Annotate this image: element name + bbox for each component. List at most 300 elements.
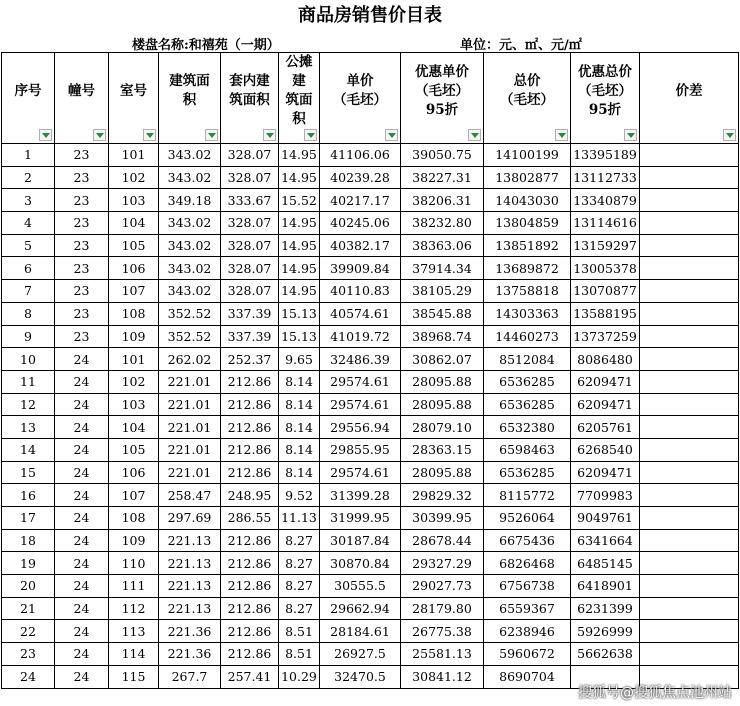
table-cell: 8115772: [484, 484, 571, 507]
table-cell: [640, 166, 739, 189]
table-cell: 30555.5: [320, 575, 401, 598]
table-cell: 14.95: [279, 212, 320, 235]
table-cell: 38206.31: [401, 189, 484, 212]
table-row: [2, 257, 739, 280]
table-cell: 13070877: [571, 280, 640, 303]
table-cell: 6826468: [484, 552, 571, 575]
table-cell: 28095.88: [401, 370, 484, 393]
table-cell: 6268540: [571, 438, 640, 461]
table-cell: 23: [55, 144, 109, 167]
table-cell: 40239.28: [320, 166, 401, 189]
table-row: [2, 484, 739, 507]
table-cell: 212.86: [221, 393, 279, 416]
table-cell: 212.86: [221, 416, 279, 439]
table-cell: 248.95: [221, 484, 279, 507]
page-title: 商品房销售价目表: [298, 5, 442, 26]
table-cell: 352.52: [159, 325, 221, 348]
table-cell: 30841.12: [401, 665, 484, 688]
header-text: 套内建: [229, 73, 270, 89]
header-text: 幢号: [68, 82, 95, 99]
table-cell: 9: [2, 325, 55, 348]
table-cell: 13804859: [484, 212, 571, 235]
table-cell: [640, 370, 739, 393]
header-text: （毛坯）: [578, 82, 632, 99]
table-cell: 8.14: [279, 370, 320, 393]
table-cell: [640, 302, 739, 325]
table-cell: 29855.95: [320, 438, 401, 461]
filter-dropdown-icon[interactable]: [555, 129, 568, 141]
table-cell: 5926999: [571, 620, 640, 643]
table-body: [2, 144, 739, 689]
table-cell: 9049761: [571, 507, 640, 530]
table-cell: 14.95: [279, 166, 320, 189]
table-cell: 8.14: [279, 416, 320, 439]
table-cell: 212.86: [221, 370, 279, 393]
table-cell: 24: [55, 665, 109, 688]
table-cell: 5: [2, 234, 55, 257]
table-cell: 6536285: [484, 461, 571, 484]
table-cell: [640, 438, 739, 461]
table-cell: [640, 393, 739, 416]
table-row: [2, 189, 739, 212]
table-cell: 29574.61: [320, 370, 401, 393]
table-cell: 32470.5: [320, 665, 401, 688]
table-cell: 23: [55, 280, 109, 303]
table-cell: 333.67: [221, 189, 279, 212]
table-cell: 8.51: [279, 643, 320, 666]
table-row: [2, 552, 739, 575]
table-cell: 28678.44: [401, 529, 484, 552]
filter-dropdown-icon[interactable]: [39, 129, 52, 141]
filter-dropdown-icon[interactable]: [93, 129, 106, 141]
table-cell: 267.7: [159, 665, 221, 688]
column-header-label: [401, 63, 483, 134]
header-text: 总价: [513, 73, 541, 89]
table-cell: 41019.72: [320, 325, 401, 348]
table-cell: 105: [109, 438, 159, 461]
column-header-label: [159, 72, 220, 124]
table-cell: 13851892: [484, 234, 571, 257]
table-cell: 9.65: [279, 348, 320, 371]
filter-dropdown-icon[interactable]: [468, 129, 481, 141]
table-cell: 24: [55, 484, 109, 507]
header-text: （毛坯）: [333, 92, 387, 108]
table-cell: 30399.95: [401, 507, 484, 530]
table-cell: 106: [109, 257, 159, 280]
table-cell: 262.02: [159, 348, 221, 371]
table-cell: 352.52: [159, 302, 221, 325]
table-cell: 38232.80: [401, 212, 484, 235]
column-header: [109, 53, 159, 144]
table-cell: [640, 189, 739, 212]
project-name: 楼盘名称:和禧苑（一期）: [132, 38, 280, 53]
header-text: （毛坯）: [500, 92, 554, 108]
table-cell: 109: [109, 325, 159, 348]
table-cell: [640, 597, 739, 620]
table-cell: 6418901: [571, 575, 640, 598]
header-text: 单价: [346, 73, 374, 89]
table-row: [2, 643, 739, 666]
table-cell: 38545.88: [401, 302, 484, 325]
table-cell: 24: [55, 438, 109, 461]
table-row: [2, 416, 739, 439]
table-cell: 24: [55, 461, 109, 484]
table-cell: 2: [2, 166, 55, 189]
filter-dropdown-icon[interactable]: [304, 129, 317, 141]
table-cell: 24: [55, 552, 109, 575]
table-row: [2, 234, 739, 257]
table-cell: 105: [109, 234, 159, 257]
table-cell: 212.86: [221, 438, 279, 461]
filter-dropdown-icon[interactable]: [385, 129, 398, 141]
table-cell: 14.95: [279, 280, 320, 303]
table-cell: 107: [109, 280, 159, 303]
table-cell: 6209471: [571, 461, 640, 484]
table-cell: 13802877: [484, 166, 571, 189]
table-cell: 6536285: [484, 370, 571, 393]
table-cell: 14100199: [484, 144, 571, 167]
table-cell: 24: [55, 416, 109, 439]
table-cell: 25581.13: [401, 643, 484, 666]
table-cell: 13737259: [571, 325, 640, 348]
table-cell: 6238946: [484, 620, 571, 643]
table-cell: 40110.83: [320, 280, 401, 303]
table-cell: 343.02: [159, 234, 221, 257]
table-cell: 328.07: [221, 234, 279, 257]
table-row: [2, 325, 739, 348]
table-cell: 297.69: [159, 507, 221, 530]
filter-dropdown-icon[interactable]: [263, 129, 276, 141]
table-cell: 8.14: [279, 438, 320, 461]
table-cell: 343.02: [159, 212, 221, 235]
table-cell: 39909.84: [320, 257, 401, 280]
table-cell: 31999.95: [320, 507, 401, 530]
table-cell: 328.07: [221, 212, 279, 235]
table-cell: [640, 257, 739, 280]
table-cell: 28184.61: [320, 620, 401, 643]
table-cell: 103: [109, 189, 159, 212]
table-cell: 221.01: [159, 416, 221, 439]
table-cell: 23: [55, 302, 109, 325]
filter-dropdown-icon[interactable]: [624, 129, 637, 141]
table-cell: 104: [109, 212, 159, 235]
column-header-label: [640, 82, 738, 115]
table-cell: 14.95: [279, 234, 320, 257]
table-cell: 115: [109, 665, 159, 688]
column-header: [320, 53, 401, 144]
table-cell: 28363.15: [401, 438, 484, 461]
table-cell: 38968.74: [401, 325, 484, 348]
filter-dropdown-icon[interactable]: [723, 129, 736, 141]
table-cell: 328.07: [221, 166, 279, 189]
table-cell: 104: [109, 416, 159, 439]
table-cell: 32486.39: [320, 348, 401, 371]
table-cell: 257.41: [221, 665, 279, 688]
header-text: 积: [182, 92, 197, 108]
table-cell: 40382.17: [320, 234, 401, 257]
table-cell: 221.01: [159, 461, 221, 484]
table-cell: 337.39: [221, 302, 279, 325]
table-cell: 13588195: [571, 302, 640, 325]
table-cell: 14303363: [484, 302, 571, 325]
table-cell: 24: [55, 393, 109, 416]
table-cell: 221.13: [159, 552, 221, 575]
table-cell: 24: [55, 597, 109, 620]
table-cell: 24: [55, 620, 109, 643]
table-cell: 337.39: [221, 325, 279, 348]
table-cell: 24: [55, 575, 109, 598]
table-cell: 221.01: [159, 393, 221, 416]
table-cell: 13689872: [484, 257, 571, 280]
table-row: [2, 212, 739, 235]
header-text: 筑面积: [229, 92, 270, 108]
table-cell: 221.01: [159, 438, 221, 461]
table-cell: 8690704: [484, 665, 571, 688]
filter-dropdown-icon[interactable]: [143, 129, 156, 141]
header-text: 建: [292, 73, 306, 89]
column-header: [279, 53, 320, 144]
watermark: 搜狐号@搜狐焦点池州站: [578, 685, 732, 701]
table-cell: [640, 484, 739, 507]
table-cell: 28179.80: [401, 597, 484, 620]
table-cell: [640, 280, 739, 303]
header-text: 建筑面: [169, 73, 210, 89]
table-cell: 28095.88: [401, 393, 484, 416]
table-cell: 343.02: [159, 280, 221, 303]
table-cell: 3: [2, 189, 55, 212]
table-cell: 10.29: [279, 665, 320, 688]
column-header-label: [484, 72, 570, 124]
table-cell: 30862.07: [401, 348, 484, 371]
table-cell: 41106.06: [320, 144, 401, 167]
table-cell: 24: [55, 370, 109, 393]
table-cell: 8512084: [484, 348, 571, 371]
table-cell: 8086480: [571, 348, 640, 371]
table-cell: 23: [55, 189, 109, 212]
table-cell: 16: [2, 484, 55, 507]
table-cell: 23: [55, 234, 109, 257]
table-cell: 29556.94: [320, 416, 401, 439]
column-header: [640, 53, 739, 144]
table-cell: [640, 325, 739, 348]
table-cell: 18: [2, 529, 55, 552]
table-cell: 108: [109, 507, 159, 530]
table-cell: 6: [2, 257, 55, 280]
table-cell: 6559367: [484, 597, 571, 620]
table-cell: 14460273: [484, 325, 571, 348]
table-cell: 212.86: [221, 597, 279, 620]
table-cell: 31399.28: [320, 484, 401, 507]
table-row: [2, 438, 739, 461]
table-cell: 221.13: [159, 575, 221, 598]
table-cell: 14: [2, 438, 55, 461]
table-cell: 20: [2, 575, 55, 598]
table-cell: 23: [55, 325, 109, 348]
table-cell: 23: [55, 257, 109, 280]
table-cell: 24: [55, 529, 109, 552]
table-cell: 221.13: [159, 529, 221, 552]
header-text: 筑面: [285, 92, 313, 108]
header-text: 积: [292, 111, 306, 127]
table-cell: 102: [109, 166, 159, 189]
price-table: [1, 52, 739, 689]
table-cell: 6536285: [484, 393, 571, 416]
table-row: [2, 597, 739, 620]
table-cell: 212.86: [221, 620, 279, 643]
table-cell: 8.51: [279, 620, 320, 643]
table-row: [2, 370, 739, 393]
table-cell: 13159297: [571, 234, 640, 257]
table-cell: 14043030: [484, 189, 571, 212]
header-text: 优惠单价: [415, 63, 469, 80]
table-cell: 328.07: [221, 144, 279, 167]
table-cell: 29829.32: [401, 484, 484, 507]
table-cell: 15.13: [279, 302, 320, 325]
table-row: [2, 348, 739, 371]
table-cell: 19: [2, 552, 55, 575]
column-header-label: [571, 63, 639, 134]
table-cell: 29662.94: [320, 597, 401, 620]
table-cell: 15.13: [279, 325, 320, 348]
table-cell: 8.14: [279, 393, 320, 416]
table-cell: 11: [2, 370, 55, 393]
table-cell: 8.27: [279, 575, 320, 598]
table-row: [2, 144, 739, 167]
table-cell: 212.86: [221, 643, 279, 666]
table-cell: 103: [109, 393, 159, 416]
table-row: [2, 280, 739, 303]
table-cell: 11.13: [279, 507, 320, 530]
table-cell: 5960672: [484, 643, 571, 666]
table-cell: 107: [109, 484, 159, 507]
table-cell: 30870.84: [320, 552, 401, 575]
table-cell: 9.52: [279, 484, 320, 507]
table-cell: 343.02: [159, 166, 221, 189]
table-cell: 38105.29: [401, 280, 484, 303]
table-cell: [640, 234, 739, 257]
table-cell: 29027.73: [401, 575, 484, 598]
table-cell: 114: [109, 643, 159, 666]
table-cell: 6756738: [484, 575, 571, 598]
column-header: [484, 53, 571, 144]
table-cell: 24: [55, 348, 109, 371]
table-cell: 6231399: [571, 597, 640, 620]
column-header-label: [109, 82, 158, 115]
table-cell: [640, 575, 739, 598]
table-cell: 12: [2, 393, 55, 416]
table-cell: 101: [109, 144, 159, 167]
table-cell: 39050.75: [401, 144, 484, 167]
table-cell: 328.07: [221, 257, 279, 280]
table-cell: 23: [55, 212, 109, 235]
table-cell: 110: [109, 552, 159, 575]
table-cell: 101: [109, 348, 159, 371]
header-row: [2, 53, 739, 144]
table-cell: 349.18: [159, 189, 221, 212]
table-cell: 8.27: [279, 552, 320, 575]
column-header: [55, 53, 109, 144]
table-cell: 13: [2, 416, 55, 439]
table-cell: 38227.31: [401, 166, 484, 189]
table-cell: 221.36: [159, 620, 221, 643]
table-cell: 221.13: [159, 597, 221, 620]
table-cell: 6598463: [484, 438, 571, 461]
table-cell: 38363.06: [401, 234, 484, 257]
filter-dropdown-icon[interactable]: [205, 129, 218, 141]
table-cell: 6205761: [571, 416, 640, 439]
table-cell: 343.02: [159, 144, 221, 167]
table-cell: 221.01: [159, 370, 221, 393]
table-cell: 328.07: [221, 280, 279, 303]
table-cell: 30187.84: [320, 529, 401, 552]
table-cell: 21: [2, 597, 55, 620]
table-cell: 108: [109, 302, 159, 325]
table-cell: 40245.06: [320, 212, 401, 235]
column-header: [2, 53, 55, 144]
table-cell: 23: [55, 166, 109, 189]
table-cell: [640, 620, 739, 643]
header-text: 95折: [588, 101, 622, 118]
table-cell: [640, 461, 739, 484]
table-cell: 6485145: [571, 552, 640, 575]
table-cell: 258.47: [159, 484, 221, 507]
table-cell: 24: [2, 665, 55, 688]
table-cell: 9526064: [484, 507, 571, 530]
header-text: 价差: [675, 82, 703, 99]
table-cell: 15.52: [279, 189, 320, 212]
table-cell: 26927.5: [320, 643, 401, 666]
table-cell: 23: [2, 643, 55, 666]
table-cell: [640, 552, 739, 575]
table-cell: [640, 529, 739, 552]
table-cell: 6341664: [571, 529, 640, 552]
table-cell: 40574.61: [320, 302, 401, 325]
unit-label: 单位：元、㎡、元/㎡: [460, 38, 582, 53]
header-text: 95折: [425, 101, 459, 118]
table-cell: 212.86: [221, 461, 279, 484]
table-cell: 26775.38: [401, 620, 484, 643]
table-cell: 111: [109, 575, 159, 598]
table-cell: 6532380: [484, 416, 571, 439]
column-header-label: [320, 72, 400, 124]
table-cell: 8: [2, 302, 55, 325]
table-cell: 5662638: [571, 643, 640, 666]
table-row: [2, 461, 739, 484]
table-cell: 13395189: [571, 144, 640, 167]
table-cell: 212.86: [221, 529, 279, 552]
table-cell: 28095.88: [401, 461, 484, 484]
table-cell: 6209471: [571, 393, 640, 416]
column-header-label: [221, 72, 278, 124]
table-cell: 13114616: [571, 212, 640, 235]
table-cell: 221.36: [159, 643, 221, 666]
table-cell: 212.86: [221, 575, 279, 598]
table-cell: 102: [109, 370, 159, 393]
table-cell: [640, 507, 739, 530]
table-cell: [640, 212, 739, 235]
table-cell: 7: [2, 280, 55, 303]
table-cell: 28079.10: [401, 416, 484, 439]
header-text: （毛坯）: [415, 82, 469, 99]
table-cell: 212.86: [221, 552, 279, 575]
header-text: 序号: [14, 82, 42, 99]
table-cell: 14.95: [279, 144, 320, 167]
table-cell: 7709983: [571, 484, 640, 507]
column-header: [571, 53, 640, 144]
column-header-label: [55, 82, 108, 115]
table-cell: 15: [2, 461, 55, 484]
table-cell: [640, 348, 739, 371]
